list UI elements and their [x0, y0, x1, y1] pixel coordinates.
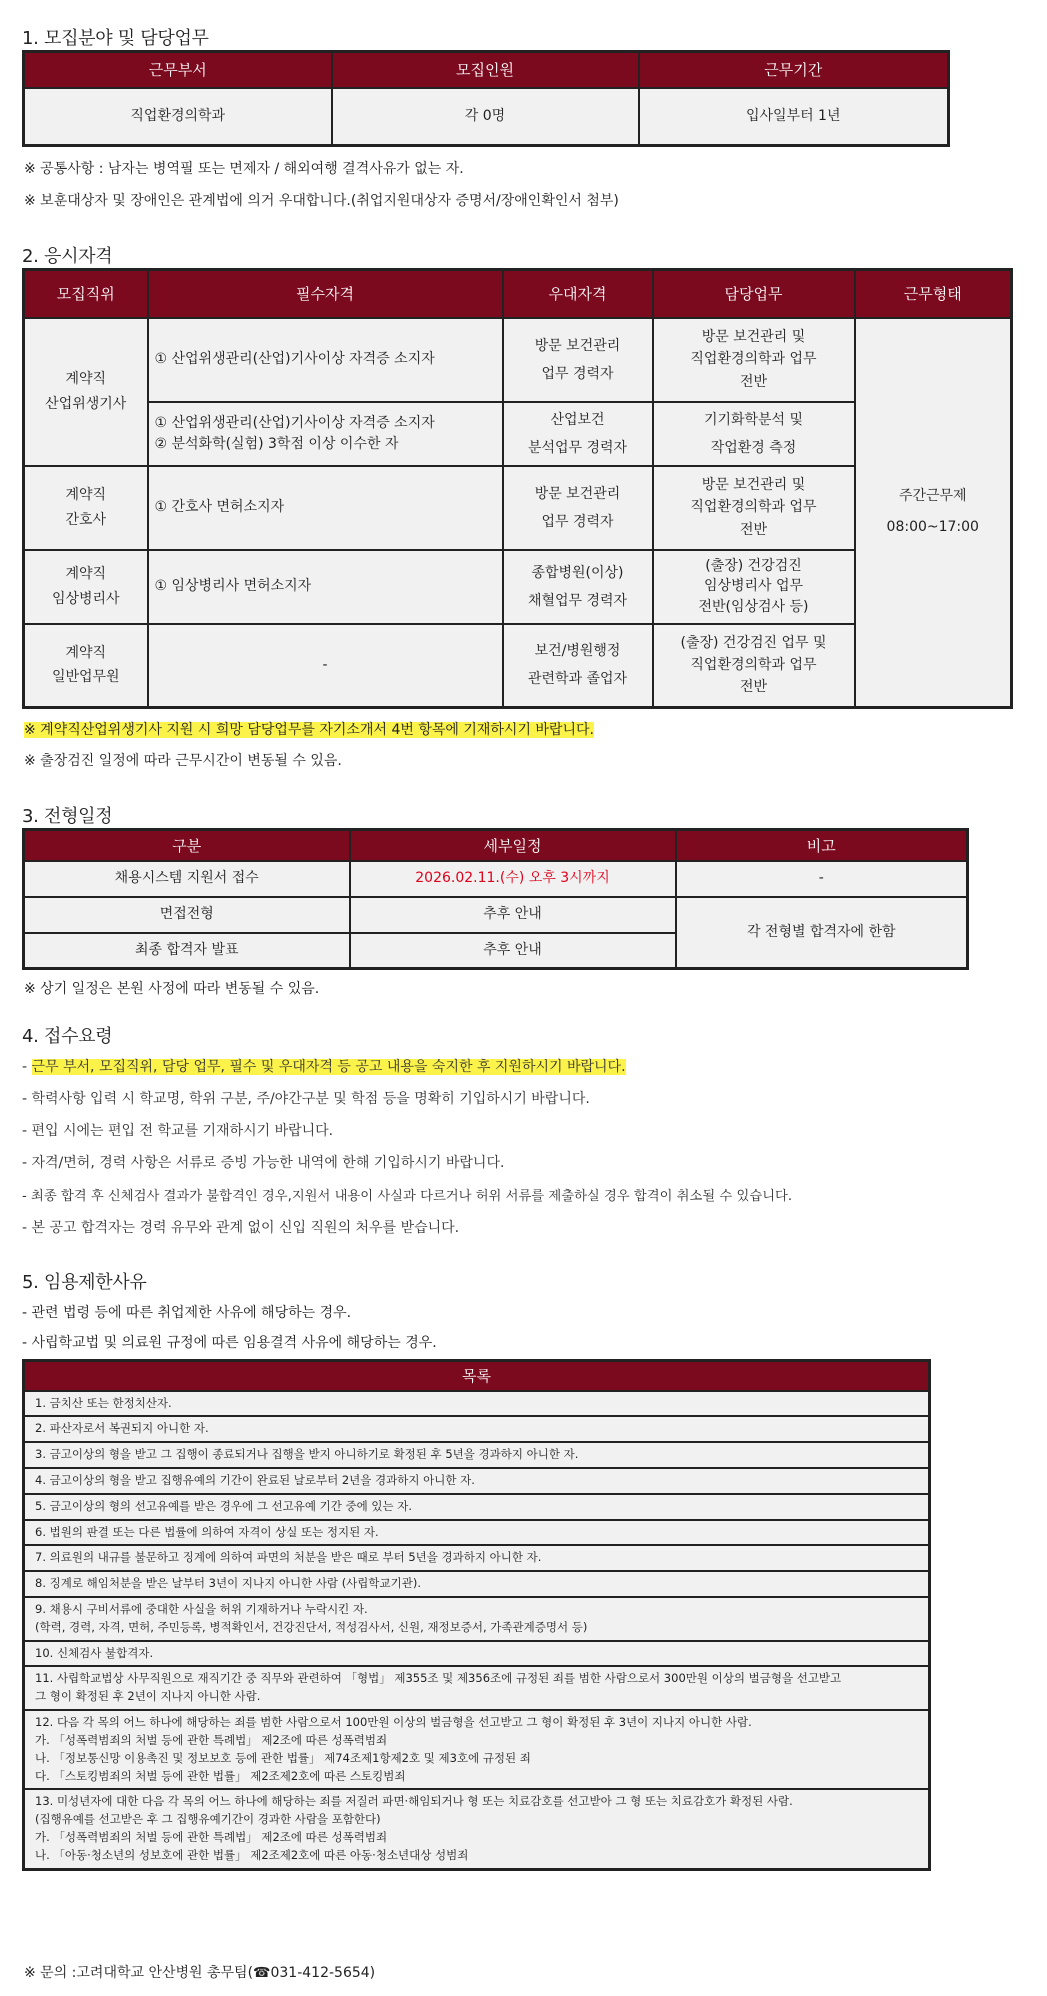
cell-final-date: 추후 안내: [350, 933, 676, 969]
cell-final: 최종 합격자 발표: [24, 933, 350, 969]
cell-preferred: 방문 보건관리 업무 경력자: [503, 318, 653, 402]
restriction-line-1: - 관련 법령 등에 따른 취업제한 사유에 해당하는 경우.: [22, 1305, 352, 1321]
list-item: 5. 금고이상의 형의 선고유예를 받은 경우에 그 선고유예 기간 중에 있는 자.: [24, 1494, 930, 1520]
cell-preferred: 방문 보건관리 업무 경력자: [503, 466, 653, 550]
header-dept: 근무부서: [24, 52, 332, 88]
cell-preferred: 보건/병원행정 관련학과 졸업자: [503, 624, 653, 708]
cell-duty: 기기화학분석 및 작업환경 측정: [653, 402, 855, 466]
guide-line-5: - 최종 합격 후 신체검사 결과가 불합격인 경우,지원서 내용이 사실과 다르거나 허위 서류를 제출하실 경우 합격이 취소될 수 있습니다.: [22, 1189, 793, 1204]
highlight-text: 근무 부서, 모집직위, 담당 업무, 필수 및 우대자격 등 공고 내용을 숙지한 후 지원하시기 바랍니다.: [31, 1059, 626, 1075]
cell-duty: 방문 보건관리 및 직업환경의학과 업무 전반: [653, 466, 855, 550]
cell-remark-merged: 각 전형별 합격자에 한함: [676, 897, 968, 969]
list-item: 1. 금치산 또는 한정치산자.: [24, 1391, 930, 1417]
cell-required: ① 산업위생관리(산업)기사이상 자격증 소지자 ② 분석화학(실험) 3학점 이상 이수한 자: [148, 402, 503, 466]
cell-application: 채용시스템 지원서 접수: [24, 861, 350, 897]
cell-preferred: 종합병원(이상) 채혈업무 경력자: [503, 550, 653, 624]
header-required: 필수자격: [148, 270, 503, 318]
contact-footer: ※ 문의 :고려대학교 안산병원 총무팀(☎031-412-5654): [24, 1965, 376, 1981]
header-preferred: 우대자격: [503, 270, 653, 318]
highlight-text: ※ 계약직산업위생기사 지원 시 희망 담당업무를 자기소개서 4번 항목에 기재하시기 바랍니다.: [24, 722, 594, 738]
guide-line-4: - 자격/면허, 경력 사항은 서류로 증빙 가능한 내역에 한해 기입하시기 바랍니다.: [22, 1155, 505, 1171]
header-duty: 담당업무: [653, 270, 855, 318]
cell-interview: 면접전형: [24, 897, 350, 933]
cell-remark: -: [676, 861, 968, 897]
note-common: ※ 공통사항 : 남자는 병역필 또는 면제자 / 해외여행 결격사유가 없는 자.: [24, 161, 464, 177]
dash: -: [22, 1059, 32, 1075]
note-schedule: ※ 상기 일정은 본원 사정에 따라 변동될 수 있음.: [24, 981, 320, 997]
guide-line-2: - 학력사항 입력 시 학교명, 학위 구분, 주/야간구분 및 학점 등을 명확히 기입하시기 바랍니다.: [22, 1091, 590, 1107]
guide-line-6: - 본 공고 합격자는 경력 유무와 관계 없이 신입 직원의 처우를 받습니다.: [22, 1220, 460, 1236]
list-item: 7. 의료원의 내규를 불문하고 징계에 의하여 파면의 처분을 받은 때로 부터 5년을 경과하지 아니한 자.: [24, 1545, 930, 1571]
cell-worktype: 주간근무제 08:00~17:00: [855, 318, 1012, 708]
cell-count: 각 0명: [332, 88, 639, 146]
cell-required: ① 산업위생관리(산업)기사이상 자격증 소지자: [148, 318, 503, 402]
header-period: 근무기간: [639, 52, 949, 88]
cell-duty: 방문 보건관리 및 직업환경의학과 업무 전반: [653, 318, 855, 402]
list-item: 2. 파산자로서 복권되지 아니한 자.: [24, 1416, 930, 1442]
list-item: 10. 신체검사 불합격자.: [24, 1641, 930, 1667]
cell-duty: (출장) 건강검진 업무 및 직업환경의학과 업무 전반: [653, 624, 855, 708]
cell-required: ① 간호사 면허소지자: [148, 466, 503, 550]
section-2-title: 2. 응시자격: [22, 246, 113, 267]
qualification-table: [22, 268, 1013, 709]
guide-line-1: [22, 1056, 626, 1076]
cell-position-nurse: 계약직 간호사: [24, 466, 148, 550]
cell-period: 입사일부터 1년: [639, 88, 949, 146]
cell-deadline: 2026.02.11.(수) 오후 3시까지: [350, 861, 676, 897]
list-item: 12. 다음 각 목의 어느 하나에 해당하는 죄를 범한 사람으로서 100만원 이상의 벌금형을 선고받고 그 형이 확정된 후 3년이 지나지 아니한 사람. 가. 「성폭력범죄의 처벌 등에 관한 특례법」 제2조에 따른 성폭력범죄 나. 「정보통신망 이용촉진 및 정보보호 등에 관한 법률」 제74조제1항제2호 및 제3호에 규정된 죄 다. 「스토킹범죄의 처벌 등에 관한 법률」 제2조제2호에 따른 스토킹범죄: [24, 1710, 930, 1789]
cell-position-hygienist: 계약직 산업위생기사: [24, 318, 148, 466]
header-category: 구분: [24, 830, 350, 861]
section-4-title: 4. 접수요령: [22, 1026, 113, 1047]
header-position: 모집직위: [24, 270, 148, 318]
cell-dept: 직업환경의학과: [24, 88, 332, 146]
schedule-table: [22, 828, 969, 970]
cell-preferred: 산업보건 분석업무 경력자: [503, 402, 653, 466]
guide-line-3: - 편입 시에는 편입 전 학교를 기재하시기 바랍니다.: [22, 1123, 334, 1139]
restriction-line-2: - 사립학교법 및 의료원 규정에 따른 임용결격 사유에 해당하는 경우.: [22, 1335, 437, 1351]
note-veterans: ※ 보훈대상자 및 장애인은 관계법에 의거 우대합니다.(취업지원대상자 증명서/장애인확인서 첨부): [24, 193, 619, 209]
header-count: 모집인원: [332, 52, 639, 88]
section-1-title: 1. 모집분야 및 담당업무: [22, 28, 209, 49]
section-5-title: 5. 임용제한사유: [22, 1272, 147, 1293]
header-remark: 비고: [676, 830, 968, 861]
cell-duty: (출장) 건강검진 임상병리사 업무 전반(임상검사 등): [653, 550, 855, 624]
cell-position-pathologist: 계약직 임상병리사: [24, 550, 148, 624]
header-detail: 세부일정: [350, 830, 676, 861]
list-item: 9. 채용시 구비서류에 중대한 사실을 허위 기재하거나 누락시킨 자. (학력, 경력, 자격, 면허, 주민등록, 병적확인서, 건강진단서, 적성검사서, 신원, 재정보증서, 가족관계증명서 등): [24, 1597, 930, 1641]
list-item: 13. 미성년자에 대한 다음 각 목의 어느 하나에 해당하는 죄를 저질러 파면·해임되거나 형 또는 치료감호를 선고받아 그 형 또는 치료감호가 확정된 사람. (집행유예를 선고받은 후 그 집행유예기간이 경과한 사람을 포함한다) 가. 「성폭력범죄의 처벌 등에 관한 특례법」 제2조에 따른 성폭력범죄 나. 「아동·청소년의 성보호에 관한 법률」 제2조제2호에 따른 아동·청소년대상 성범죄: [24, 1789, 930, 1869]
cell-interview-date: 추후 안내: [350, 897, 676, 933]
recruit-table: [22, 50, 950, 147]
cell-required: -: [148, 624, 503, 708]
list-item: 11. 사립학교법상 사무직원으로 재직기간 중 직무와 관련하여 「형법」 제355조 및 제356조에 규정된 죄를 범한 사람으로서 300만원 이상의 벌금형을 선고받고 그 형이 확정된 후 2년이 지나지 아니한 사람.: [24, 1666, 930, 1710]
note-schedule-change: ※ 출장검진 일정에 따라 근무시간이 변동될 수 있음.: [24, 753, 342, 769]
list-header: 목록: [24, 1361, 930, 1391]
cell-required: ① 임상병리사 면허소지자: [148, 550, 503, 624]
list-item: 3. 금고이상의 형을 받고 그 집행이 종료되거나 집행을 받지 아니하기로 확정된 후 5년을 경과하지 아니한 자.: [24, 1442, 930, 1468]
list-item: 4. 금고이상의 형을 받고 집행유예의 기간이 완료된 날로부터 2년을 경과하지 아니한 자.: [24, 1468, 930, 1494]
note-highlight: [24, 719, 594, 739]
cell-position-general: 계약직 일반업무원: [24, 624, 148, 708]
header-worktype: 근무형태: [855, 270, 1012, 318]
list-item: 6. 법원의 판결 또는 다른 법률에 의하여 자격이 상실 또는 정지된 자.: [24, 1520, 930, 1546]
section-3-title: 3. 전형일정: [22, 806, 113, 827]
list-item: 8. 징계로 해임처분을 받은 날부터 3년이 지나지 아니한 사람 (사립학교기관).: [24, 1571, 930, 1597]
disqualification-list: [22, 1359, 931, 1871]
